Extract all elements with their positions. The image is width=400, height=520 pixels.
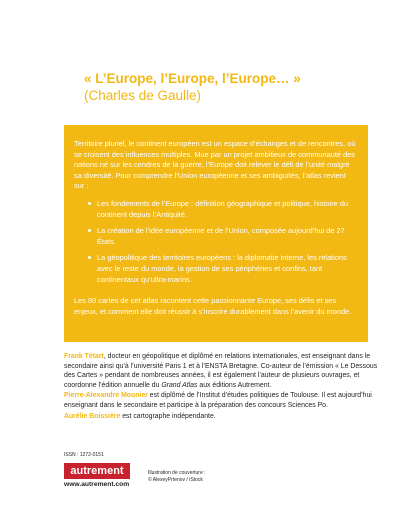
author-bios bbox=[64, 352, 380, 422]
bullet-icon bbox=[88, 229, 91, 232]
summary-intro: Territoire pluriel, le continent européen est un espace d’échanges et de rencontres, où se croisent des influences multiples. Mue par un projet ambitieux de communauté des nations né sur les cendres de la guerre, l’Europe doit relever le défi de l’unité malgré sa diversité. Pour comprendre l’Union européenne et ses ambiguïtés, l’atlas revient sur : bbox=[74, 139, 356, 191]
bio-paragraph bbox=[64, 412, 380, 422]
list-item-text: La géopolitique des territoires européens : la diplomatie interne, les relations avec le reste du monde, la gestion de ses périphéries et confins, tant continentaux qu’ultra-marins. bbox=[97, 253, 347, 284]
quote-text: « L’Europe, l’Europe, l’Europe… » bbox=[84, 71, 301, 86]
publisher-url[interactable]: www.autrement.com bbox=[64, 481, 130, 488]
publisher-logo: autrement bbox=[64, 463, 130, 479]
credit-line: Illustration de couverture : bbox=[148, 470, 206, 476]
back-cover-quote bbox=[84, 70, 364, 104]
bullet-icon bbox=[88, 256, 91, 259]
list-item bbox=[88, 199, 358, 220]
summary-panel bbox=[64, 125, 368, 342]
summary-outro: Les 80 cartes de cet atlas racontent cette passionnante Europe, ses défis et ses enjeux, et comment elle doit réussir à s’inscrire durablement dans l’avenir du monde. bbox=[74, 296, 352, 316]
bio-italic: Grand Atlas bbox=[161, 381, 198, 389]
credit-line: © AlexeyPrtenov / iStock bbox=[148, 477, 203, 483]
list-item bbox=[88, 226, 358, 247]
issn-label: ISSN : 1272-0151 bbox=[64, 452, 104, 458]
bullet-icon bbox=[88, 202, 91, 205]
summary-list bbox=[88, 199, 358, 285]
bio-paragraph bbox=[64, 391, 380, 410]
bio-text: est cartographe indépendante. bbox=[120, 412, 216, 420]
cover-credit bbox=[148, 470, 206, 484]
author-name: Frank Tétart bbox=[64, 353, 104, 360]
quote-author: (Charles de Gaulle) bbox=[84, 88, 202, 103]
list-item bbox=[88, 253, 358, 285]
bio-text: est diplômé de l’Institut d’études politiques de Toulouse. Il est aujourd’hui enseignant dans le secondaire et participe à la préparation des concours Sciences Po. bbox=[64, 392, 372, 409]
author-name: Pierre-Alexandre Mounier bbox=[64, 392, 148, 400]
bio-text: , docteur en géopolitique et diplômé en relations internationales, est enseignant dans le secondaire ainsi qu’à l’université Paris 1 et à l’ENSTA Bretagne. Co-auteur de l’émission « Le Dessous des Cartes » pendant de nombreuses années, il est également l’auteur de plusieurs ouvrages, et coordonne l’édition annuelle du bbox=[64, 353, 378, 389]
list-item-text: La création de l’idée européenne et de l’Union, composée aujourd’hui de 27 États. bbox=[97, 226, 345, 246]
author-name: Aurélie Boissière bbox=[64, 412, 121, 420]
list-item-text: Les fondements de l’Europe : définition géographique et politique, histoire du continent depuis l’Antiquité. bbox=[97, 198, 349, 219]
bio-text-end: aux éditions Autrement. bbox=[197, 381, 272, 389]
bio-paragraph bbox=[64, 352, 380, 390]
